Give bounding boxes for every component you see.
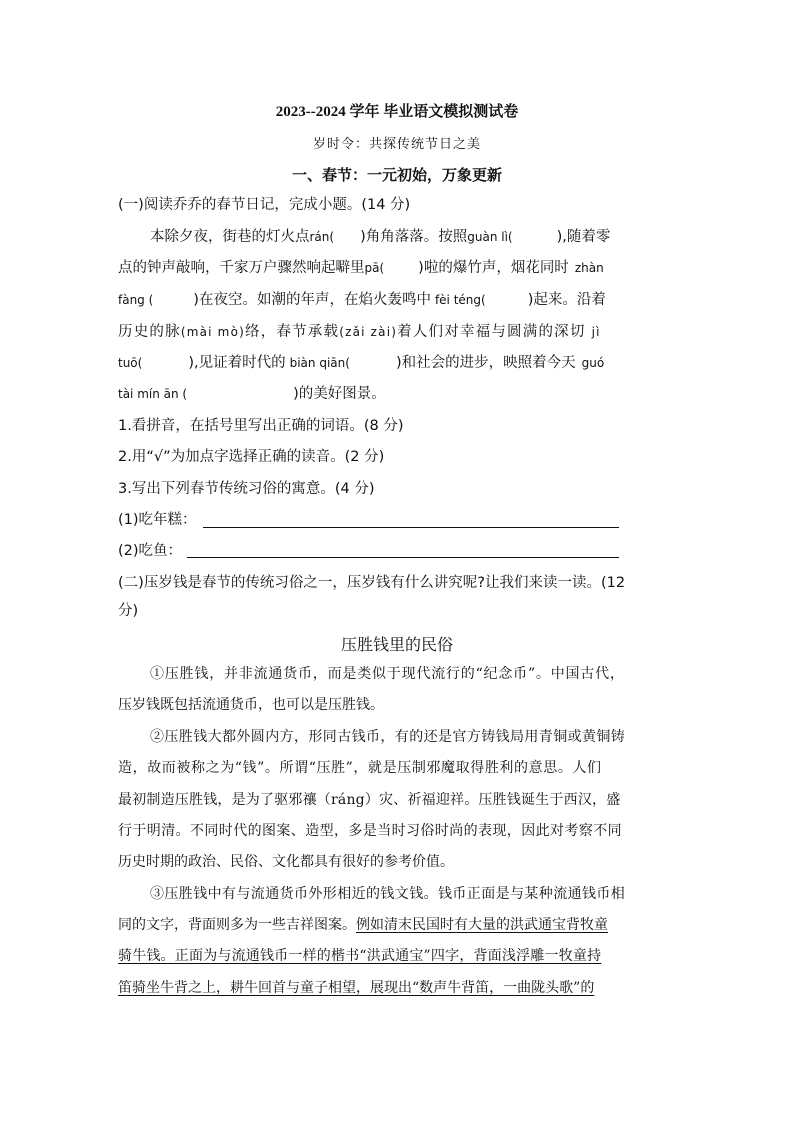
pinyin: jì <box>591 325 601 339</box>
q3-item-1-label: (1)吃年糕： <box>118 512 197 528</box>
answer-line-2[interactable] <box>187 557 619 558</box>
diary-text: 着人们对幸福与圆满的深切 <box>397 324 586 340</box>
pinyin: fàng ( <box>118 293 154 307</box>
paragraph-2-line-3: 最初制造压胜钱，是为了驱邪禳（ráng）灾、祈福迎祥。压胜钱诞生于西汉，盛 <box>118 792 621 808</box>
pinyin: (zǎi zài) <box>339 325 398 339</box>
pinyin: rán( <box>309 230 335 244</box>
paragraph-text: 同的文字，背面则多为一些吉祥图案。 <box>118 917 356 933</box>
question-1: 1.看拼音，在括号里写出正确的词语。(8 分) <box>118 418 404 434</box>
answer-line-1[interactable] <box>203 527 619 528</box>
pinyin: biàn qiān( <box>289 356 350 370</box>
diary-text: 本除夕夜，街巷的灯火点 <box>150 229 310 245</box>
pinyin: tuō( <box>118 356 143 370</box>
part2-intro-line-1: (二)压岁钱是春节的传统习俗之一，压岁钱有什么讲究呢?让我们来读一读。(12 <box>118 575 626 591</box>
pinyin: tài mín ān ( <box>118 387 188 401</box>
paragraph-2-line-2: 造，故而被称之为“钱”。所谓“压胜”，就是压制邪魔取得胜利的意思。人们 <box>118 760 602 776</box>
exam-title: 2023--2024 学年 毕业语文模拟测试卷 <box>275 104 519 120</box>
diary-text: )在夜空。如潮的年声，在焰火轰鸣中 <box>193 292 431 308</box>
pinyin: fèi téng( <box>434 293 486 307</box>
diary-text: )和社会的进步，映照着今天 <box>395 355 576 371</box>
diary-line-4 <box>118 322 601 342</box>
diary-text: )起来。沿着 <box>527 292 606 308</box>
diary-text: ),见证着时代的 <box>188 355 286 371</box>
part1-intro: (一)阅读乔乔的春节日记，完成小题。(14 分) <box>118 197 411 213</box>
paragraph-3-line-1: ③压胜钱中有与流通货币外形相近的钱文钱。钱币正面是与某种流通钱币相 <box>150 886 626 902</box>
diary-text: ),随着零 <box>556 229 611 245</box>
question-2: 2.用“√”为加点字选择正确的读音。(2 分) <box>118 449 385 465</box>
diary-text: 络，春节承载 <box>245 324 340 340</box>
passage-title: 压胜钱里的民俗 <box>340 635 453 654</box>
pinyin: guó <box>581 356 605 370</box>
part2-intro-line-2: 分) <box>118 603 139 619</box>
pinyin: (mài mò) <box>180 325 245 339</box>
paragraph-3-line-4: 笛骑坐牛背之上，耕牛回首与童子相望，展现出“数声牛背笛，一曲陇头歌”的 <box>118 980 595 996</box>
diary-line-2 <box>118 258 604 278</box>
paragraph-2-line-5: 历史时期的政治、民俗、文化都具有很好的参考价值。 <box>118 854 454 870</box>
diary-text: )啦的爆竹声，烟花同时 <box>418 260 569 276</box>
paragraph-1-line-1: ①压胜钱，并非流通货币，而是类似于现代流行的“纪念币”。中国古代， <box>150 666 625 682</box>
diary-text: )的美好图景。 <box>293 386 386 402</box>
diary-line-6 <box>118 384 386 404</box>
diary-text: )角角落落。按照 <box>360 229 468 245</box>
diary-line-1 <box>150 227 610 247</box>
paragraph-3-line-2 <box>118 915 608 935</box>
diary-line-3 <box>118 290 606 310</box>
q3-item-2-label: (2)吃鱼： <box>118 543 183 559</box>
underlined-text: 例如清末民国时有大量的洪武通宝背牧童 <box>356 917 608 933</box>
paragraph-3-line-3: 骑牛钱。正面为与流通钱币一样的楷书“洪武通宝”四字，背面浅浮雕一牧童持 <box>118 948 602 964</box>
diary-line-5 <box>118 353 604 373</box>
paragraph-2-line-1: ②压胜钱大都外圆内方，形同古钱币，有的还是官方铸钱局用青铜或黄铜铸 <box>150 729 626 745</box>
exam-subtitle: 岁时令：共探传统节日之美 <box>312 137 481 152</box>
question-3: 3.写出下列春节传统习俗的寓意。(4 分) <box>118 481 375 497</box>
section-title: 一、春节：一元初始，万象更新 <box>291 166 502 184</box>
pinyin: guàn lì( <box>467 230 513 244</box>
diary-text: 点的钟声敲响，千家万户骤然响起噼里 <box>118 260 365 276</box>
pinyin: zhàn <box>574 261 604 275</box>
pinyin: pā( <box>364 261 385 275</box>
paragraph-2-line-4: 行于明清。不同时代的图案、造型，多是当时习俗时尚的表现，因此对考察不同 <box>118 823 622 839</box>
diary-text: 历史的脉 <box>118 324 181 340</box>
paragraph-1-line-2: 压岁钱既包括流通货币，也可以是压胜钱。 <box>118 697 384 713</box>
